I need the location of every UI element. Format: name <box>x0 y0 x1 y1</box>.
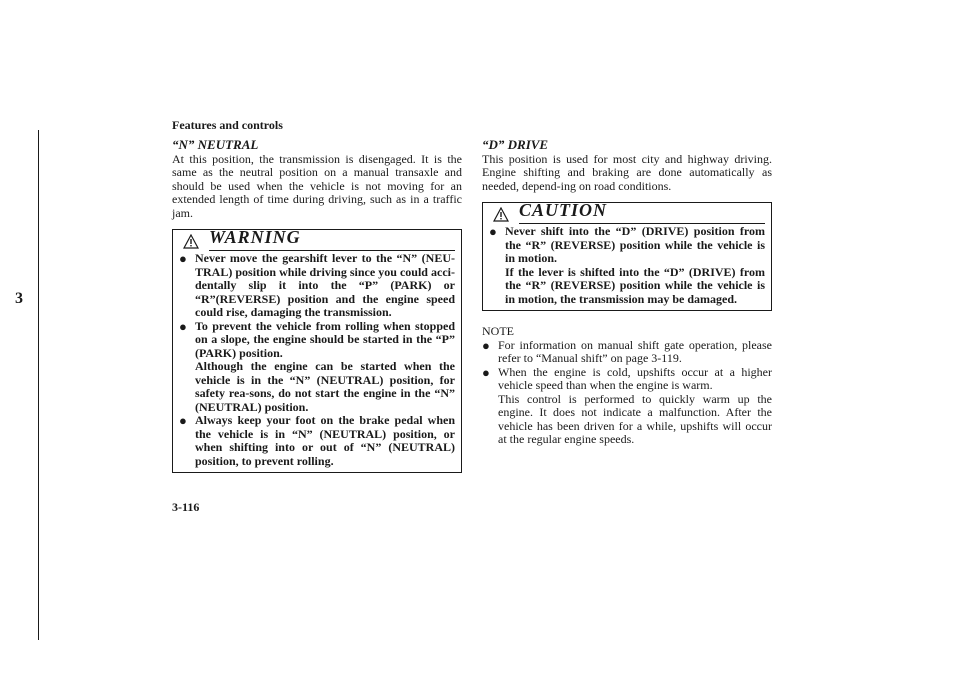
caution-box <box>482 202 772 311</box>
caution-label: CAUTION <box>519 200 608 220</box>
warning-item-text: To prevent the vehicle from rolling when stopped on a slope, the engine should be started in the “P” (PARK) position. Although the engine can be started when the vehicle is in the “N” (NEUTRAL) position, for safety rea-sons, do not start the engine in the “N” (NEUTRAL) position. <box>195 318 455 414</box>
note-item <box>482 339 772 366</box>
note-label: NOTE <box>482 324 514 338</box>
caution-list <box>489 225 765 306</box>
chapter-number: 3 <box>15 290 23 307</box>
warning-header <box>179 227 455 252</box>
caution-item <box>489 225 765 306</box>
warning-label: WARNING <box>209 227 301 247</box>
drive-intro: This position is used for most city and highway driving. Engine shifting and braking are done automatically as needed, depend-ing on road conditions. <box>482 151 772 193</box>
note-list <box>482 339 772 447</box>
warning-triangle-icon <box>183 234 199 249</box>
warning-item-text: Always keep your foot on the brake pedal when the vehicle is in “N” (NEUTRAL) position, or when shifting into or out of “N” (NEUTRAL) position, to prevent rolling. <box>195 413 455 468</box>
note-item-text: When the engine is cold, upshifts occur at a higher vehicle speed than when the engine is warm. This control is performed to quickly warm up the engine. It does not indicate a malfunction. After the vehicle has been driven for a while, upshifts will occur at the regular engine speeds. <box>498 364 772 446</box>
caution-item-text: Never shift into the “D” (DRIVE) position from the “R” (REVERSE) position while the vehicle is in motion. If the lever is shifted into the “D” (DRIVE) from the “R” (REVERSE) position while the vehicle is in motion, the transmission may be damaged. <box>505 224 765 306</box>
caution-triangle-icon <box>493 207 509 222</box>
warning-item <box>179 414 455 468</box>
right-column <box>482 138 772 447</box>
left-column <box>172 138 462 473</box>
caution-header <box>489 200 765 225</box>
drive-title: “D” DRIVE <box>482 137 549 152</box>
warning-box <box>172 229 462 473</box>
bullet-icon: ● <box>179 413 187 428</box>
neutral-title: “N” NEUTRAL <box>172 137 259 152</box>
bullet-icon: ● <box>482 364 490 380</box>
section-header: Features and controls <box>172 118 283 132</box>
note-item <box>482 366 772 447</box>
bullet-icon: ● <box>179 318 187 334</box>
warning-list <box>179 252 455 468</box>
bullet-icon: ● <box>179 251 187 266</box>
bullet-icon: ● <box>482 337 490 353</box>
neutral-intro: At this position, the transmission is disengaged. It is the same as the neutral position on a manual transaxle and should be used when the vehicle is not moving for an extended length of time during driving, such as in a traffic jam. <box>172 151 462 220</box>
warning-item <box>179 320 455 415</box>
warning-item <box>179 252 455 320</box>
warning-item-text: Never move the gearshift lever to the “N” (NEU-TRAL) position while driving since you could acci-dentally slip it into the “P” (PARK) or “R”(REVERSE) position and the engine speed could rise, damaging the transmission. <box>195 251 455 319</box>
page-number: 3-116 <box>172 500 200 514</box>
chapter-tab <box>0 130 39 640</box>
note-item-text: For information on manual shift gate operation, please refer to “Manual shift” on page 3-119. <box>498 337 772 365</box>
bullet-icon: ● <box>489 224 497 239</box>
